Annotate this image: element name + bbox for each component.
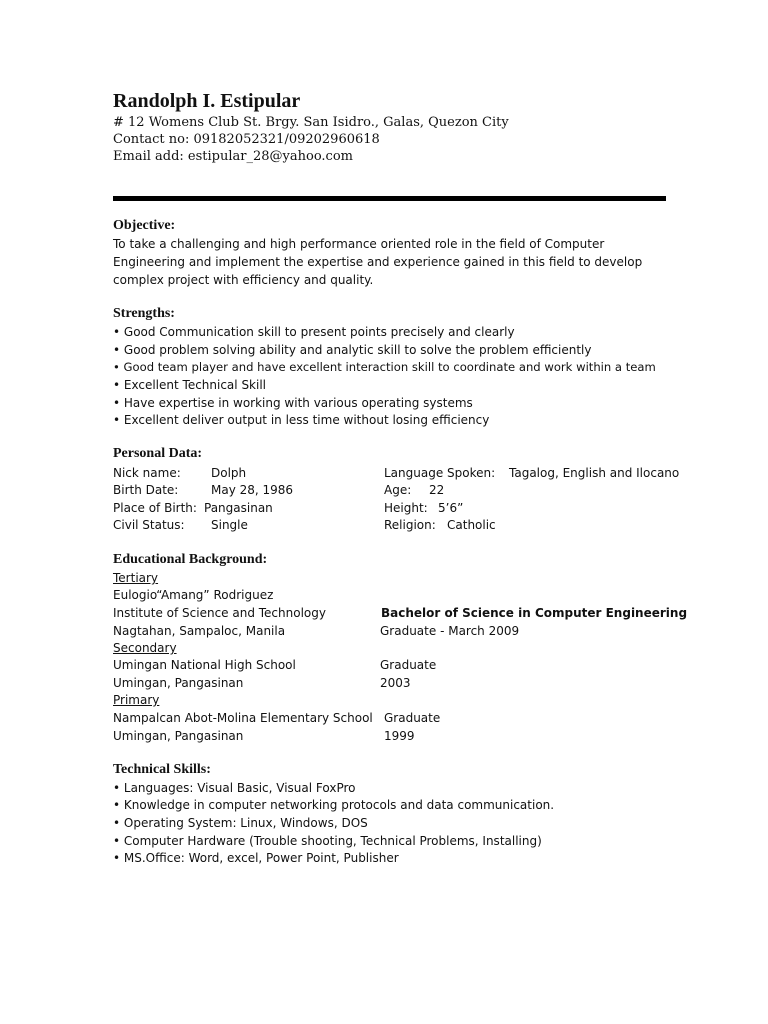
place-of-birth-value: Pangasinan <box>204 501 273 515</box>
nick-name-label: Nick name: <box>113 466 181 480</box>
tertiary-school-line1: Eulogio“Amang” Rodriguez <box>113 588 274 602</box>
skill-item: • MS.Office: Word, excel, Power Point, Publisher <box>113 851 399 865</box>
strength-item: • Good team player and have excellent interaction skill to coordinate and work within a team <box>113 360 656 374</box>
age-label: Age: <box>384 483 412 497</box>
email-line: Email add: estipular_28@yahoo.com <box>113 149 353 164</box>
skill-item: • Knowledge in computer networking protocols and data communication. <box>113 798 555 812</box>
birth-date-value: May 28, 1986 <box>211 483 294 497</box>
address-line: # 12 Womens Club St. Brgy. San Isidro., Galas, Quezon City <box>113 115 509 130</box>
strengths-heading: Strengths: <box>113 306 175 321</box>
language-label: Language Spoken: <box>384 466 496 480</box>
secondary-location: Umingan, Pangasinan <box>113 676 244 690</box>
strength-item: • Excellent deliver output in less time without losing efficiency <box>113 413 490 427</box>
tertiary-degree: Bachelor of Science in Computer Engineering <box>381 606 688 620</box>
education-heading: Educational Background: <box>113 552 268 567</box>
religion-label: Religion: <box>384 518 436 532</box>
strength-item: • Good problem solving ability and analytic skill to solve the problem efficiently <box>113 343 592 357</box>
objective-line: complex project with efficiency and quality. <box>113 273 374 287</box>
primary-status: Graduate <box>384 711 441 725</box>
secondary-status: Graduate <box>380 658 437 672</box>
secondary-year: 2003 <box>380 676 411 690</box>
objective-heading: Objective: <box>113 218 176 233</box>
skill-item: • Computer Hardware (Trouble shooting, Technical Problems, Installing) <box>113 834 542 848</box>
personal-data-heading: Personal Data: <box>113 446 203 461</box>
height-value: 5’6” <box>438 501 464 515</box>
strength-item: • Excellent Technical Skill <box>113 378 267 392</box>
civil-status-value: Single <box>211 518 248 532</box>
objective-line: To take a challenging and high performance oriented role in the field of Computer <box>113 237 605 251</box>
skill-item: • Operating System: Linux, Windows, DOS <box>113 816 368 830</box>
contact-line: Contact no: 09182052321/09202960618 <box>113 132 380 147</box>
birth-date-label: Birth Date: <box>113 483 179 497</box>
language-value: Tagalog, English and Ilocano <box>509 466 680 480</box>
strength-item: • Have expertise in working with various operating systems <box>113 396 473 410</box>
header-divider <box>113 196 666 201</box>
secondary-school: Umingan National High School <box>113 658 296 672</box>
place-of-birth-label: Place of Birth: <box>113 501 197 515</box>
religion-value: Catholic <box>447 518 496 532</box>
skill-item: • Languages: Visual Basic, Visual FoxPro <box>113 781 356 795</box>
height-label: Height: <box>384 501 428 515</box>
objective-line: Engineering and implement the expertise and experience gained in this field to develop <box>113 255 643 269</box>
tertiary-status: Graduate - March 2009 <box>380 624 520 638</box>
civil-status-label: Civil Status: <box>113 518 185 532</box>
secondary-label: Secondary <box>113 641 177 655</box>
tertiary-location: Nagtahan, Sampaloc, Manila <box>113 624 286 638</box>
primary-label: Primary <box>113 693 160 707</box>
age-value: 22 <box>429 483 445 497</box>
primary-location: Umingan, Pangasinan <box>113 729 244 743</box>
tertiary-label: Tertiary <box>113 571 159 585</box>
nick-name-value: Dolph <box>211 466 247 480</box>
strength-item: • Good Communication skill to present points precisely and clearly <box>113 325 515 339</box>
primary-year: 1999 <box>384 729 415 743</box>
applicant-name: Randolph I. Estipular <box>113 90 301 112</box>
primary-school: Nampalcan Abot-Molina Elementary School <box>113 711 373 725</box>
tertiary-school: Institute of Science and Technology <box>113 606 326 620</box>
skills-heading: Technical Skills: <box>113 762 211 777</box>
